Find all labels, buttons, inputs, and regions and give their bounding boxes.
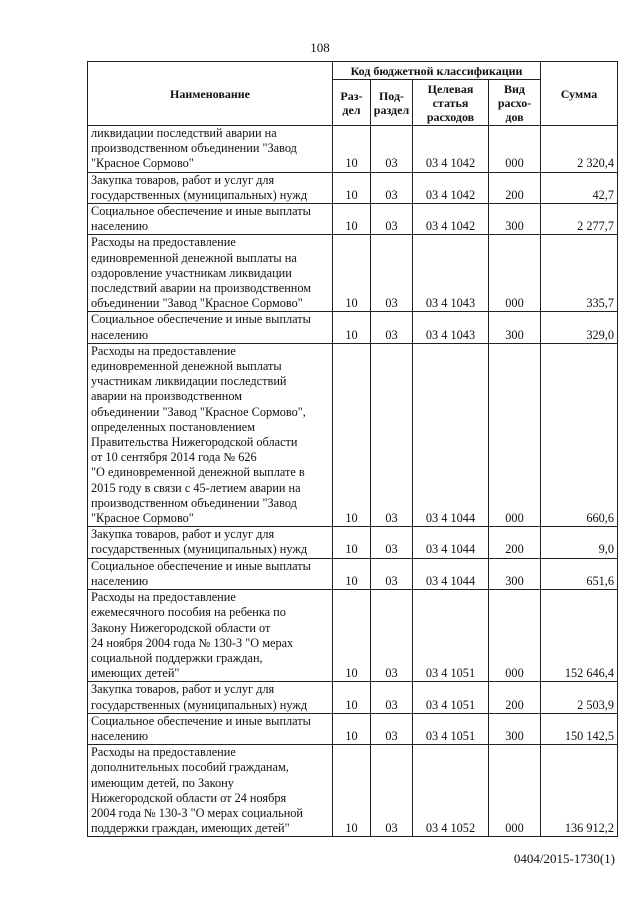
row-vid-cell: 000	[489, 235, 541, 312]
row-summa-cell: 150 142,5	[541, 713, 618, 744]
row-name-cell: Закупка товаров, работ и услуг для государственных (муниципальных) нужд	[88, 682, 333, 713]
page-number: 108	[310, 40, 330, 55]
row-podrazdel-cell: 03	[371, 558, 413, 589]
row-summa-cell: 9,0	[541, 527, 618, 558]
row-razdel-cell: 10	[333, 527, 371, 558]
row-summa-cell: 2 503,9	[541, 682, 618, 713]
row-summa-cell: 335,7	[541, 235, 618, 312]
table-row	[88, 682, 618, 713]
row-razdel-cell: 10	[333, 590, 371, 682]
row-podrazdel-cell: 03	[371, 204, 413, 235]
row-podrazdel-cell: 03	[371, 343, 413, 526]
row-summa-cell: 2 320,4	[541, 126, 618, 173]
row-summa-cell: 136 912,2	[541, 745, 618, 837]
row-razdel-cell: 10	[333, 713, 371, 744]
row-podrazdel-cell: 03	[371, 745, 413, 837]
document-code: 0404/2015-1730(1)	[513, 851, 615, 866]
row-celevaya-cell: 03 4 1043	[413, 235, 489, 312]
table-row	[88, 343, 618, 526]
row-summa-cell: 329,0	[541, 312, 618, 343]
row-razdel-cell: 10	[333, 235, 371, 312]
row-podrazdel-cell: 03	[371, 312, 413, 343]
row-summa-cell: 651,6	[541, 558, 618, 589]
row-podrazdel-cell: 03	[371, 126, 413, 173]
table-body	[88, 126, 618, 837]
row-name-cell: Закупка товаров, работ и услуг для государственных (муниципальных) нужд	[88, 527, 333, 558]
row-razdel-cell: 10	[333, 126, 371, 173]
budget-table	[87, 61, 618, 837]
row-summa-cell: 2 277,7	[541, 204, 618, 235]
table-row	[88, 235, 618, 312]
row-razdel-cell: 10	[333, 682, 371, 713]
header-vid: Вид расхо- дов	[489, 80, 541, 126]
row-vid-cell: 200	[489, 172, 541, 203]
row-name-cell: ликвидации последствий аварии на производственном объединении "Завод "Красное Сормово"	[88, 126, 333, 173]
row-razdel-cell: 10	[333, 312, 371, 343]
header-celevaya: Целевая статья расходов	[413, 80, 489, 126]
table-row	[88, 745, 618, 837]
row-summa-cell: 42,7	[541, 172, 618, 203]
row-celevaya-cell: 03 4 1044	[413, 558, 489, 589]
row-name-cell: Социальное обеспечение и иные выплаты населению	[88, 204, 333, 235]
header-razdel: Раз- дел	[333, 80, 371, 126]
row-vid-cell: 200	[489, 527, 541, 558]
row-name-cell: Социальное обеспечение и иные выплаты населению	[88, 558, 333, 589]
row-vid-cell: 300	[489, 312, 541, 343]
table-row	[88, 204, 618, 235]
header-podrazdel: Под- раздел	[371, 80, 413, 126]
row-vid-cell: 300	[489, 558, 541, 589]
row-celevaya-cell: 03 4 1044	[413, 527, 489, 558]
row-name-cell: Закупка товаров, работ и услуг для государственных (муниципальных) нужд	[88, 172, 333, 203]
row-celevaya-cell: 03 4 1043	[413, 312, 489, 343]
row-podrazdel-cell: 03	[371, 682, 413, 713]
row-celevaya-cell: 03 4 1051	[413, 713, 489, 744]
row-vid-cell: 000	[489, 126, 541, 173]
row-celevaya-cell: 03 4 1052	[413, 745, 489, 837]
row-name-cell: Расходы на предоставление единовременной денежной выплаты участникам ликвидации последствий аварии на производственном объединении "Завод "Красное Сормово", определенных постановлением Правительства Нижегородской области от 10 сентября 2014 года № 626 "О единовременной денежной выплате в 2015 году в связи с 45-летием аварии на производственном объединении "Завод "Красное Сормово"	[88, 343, 333, 526]
row-podrazdel-cell: 03	[371, 713, 413, 744]
row-name-cell: Расходы на предоставление ежемесячного пособия на ребенка по Закону Нижегородской области от 24 ноября 2004 года № 130-З "О мерах социальной поддержки граждан, имеющих детей"	[88, 590, 333, 682]
table-row	[88, 126, 618, 173]
table-row	[88, 590, 618, 682]
row-summa-cell: 152 646,4	[541, 590, 618, 682]
row-razdel-cell: 10	[333, 558, 371, 589]
row-celevaya-cell: 03 4 1042	[413, 204, 489, 235]
row-name-cell: Расходы на предоставление дополнительных пособий гражданам, имеющим детей, по Закону Нижегородской области от 24 ноября 2004 года № 130-З "О мерах социальной поддержки граждан, имеющих детей"	[88, 745, 333, 837]
row-celevaya-cell: 03 4 1051	[413, 590, 489, 682]
row-vid-cell: 000	[489, 590, 541, 682]
row-name-cell: Социальное обеспечение и иные выплаты населению	[88, 713, 333, 744]
row-vid-cell: 000	[489, 745, 541, 837]
row-celevaya-cell: 03 4 1042	[413, 172, 489, 203]
row-razdel-cell: 10	[333, 172, 371, 203]
row-vid-cell: 200	[489, 682, 541, 713]
row-celevaya-cell: 03 4 1044	[413, 343, 489, 526]
table-row	[88, 558, 618, 589]
row-vid-cell: 000	[489, 343, 541, 526]
row-podrazdel-cell: 03	[371, 172, 413, 203]
table-row	[88, 312, 618, 343]
row-summa-cell: 660,6	[541, 343, 618, 526]
row-podrazdel-cell: 03	[371, 590, 413, 682]
header-kbk-group: Код бюджетной классификации	[333, 62, 541, 80]
row-razdel-cell: 10	[333, 204, 371, 235]
row-vid-cell: 300	[489, 204, 541, 235]
row-razdel-cell: 10	[333, 745, 371, 837]
row-podrazdel-cell: 03	[371, 527, 413, 558]
header-name: Наименование	[88, 62, 333, 126]
row-name-cell: Расходы на предоставление единовременной денежной выплаты на оздоровление участникам ликвидации последствий аварии на производственном объединении "Завод "Красное Сормово"	[88, 235, 333, 312]
row-podrazdel-cell: 03	[371, 235, 413, 312]
header-summa: Сумма	[541, 62, 618, 126]
row-razdel-cell: 10	[333, 343, 371, 526]
table-row	[88, 172, 618, 203]
row-name-cell: Социальное обеспечение и иные выплаты населению	[88, 312, 333, 343]
row-celevaya-cell: 03 4 1042	[413, 126, 489, 173]
row-celevaya-cell: 03 4 1051	[413, 682, 489, 713]
table-row	[88, 713, 618, 744]
row-vid-cell: 300	[489, 713, 541, 744]
table-row	[88, 527, 618, 558]
